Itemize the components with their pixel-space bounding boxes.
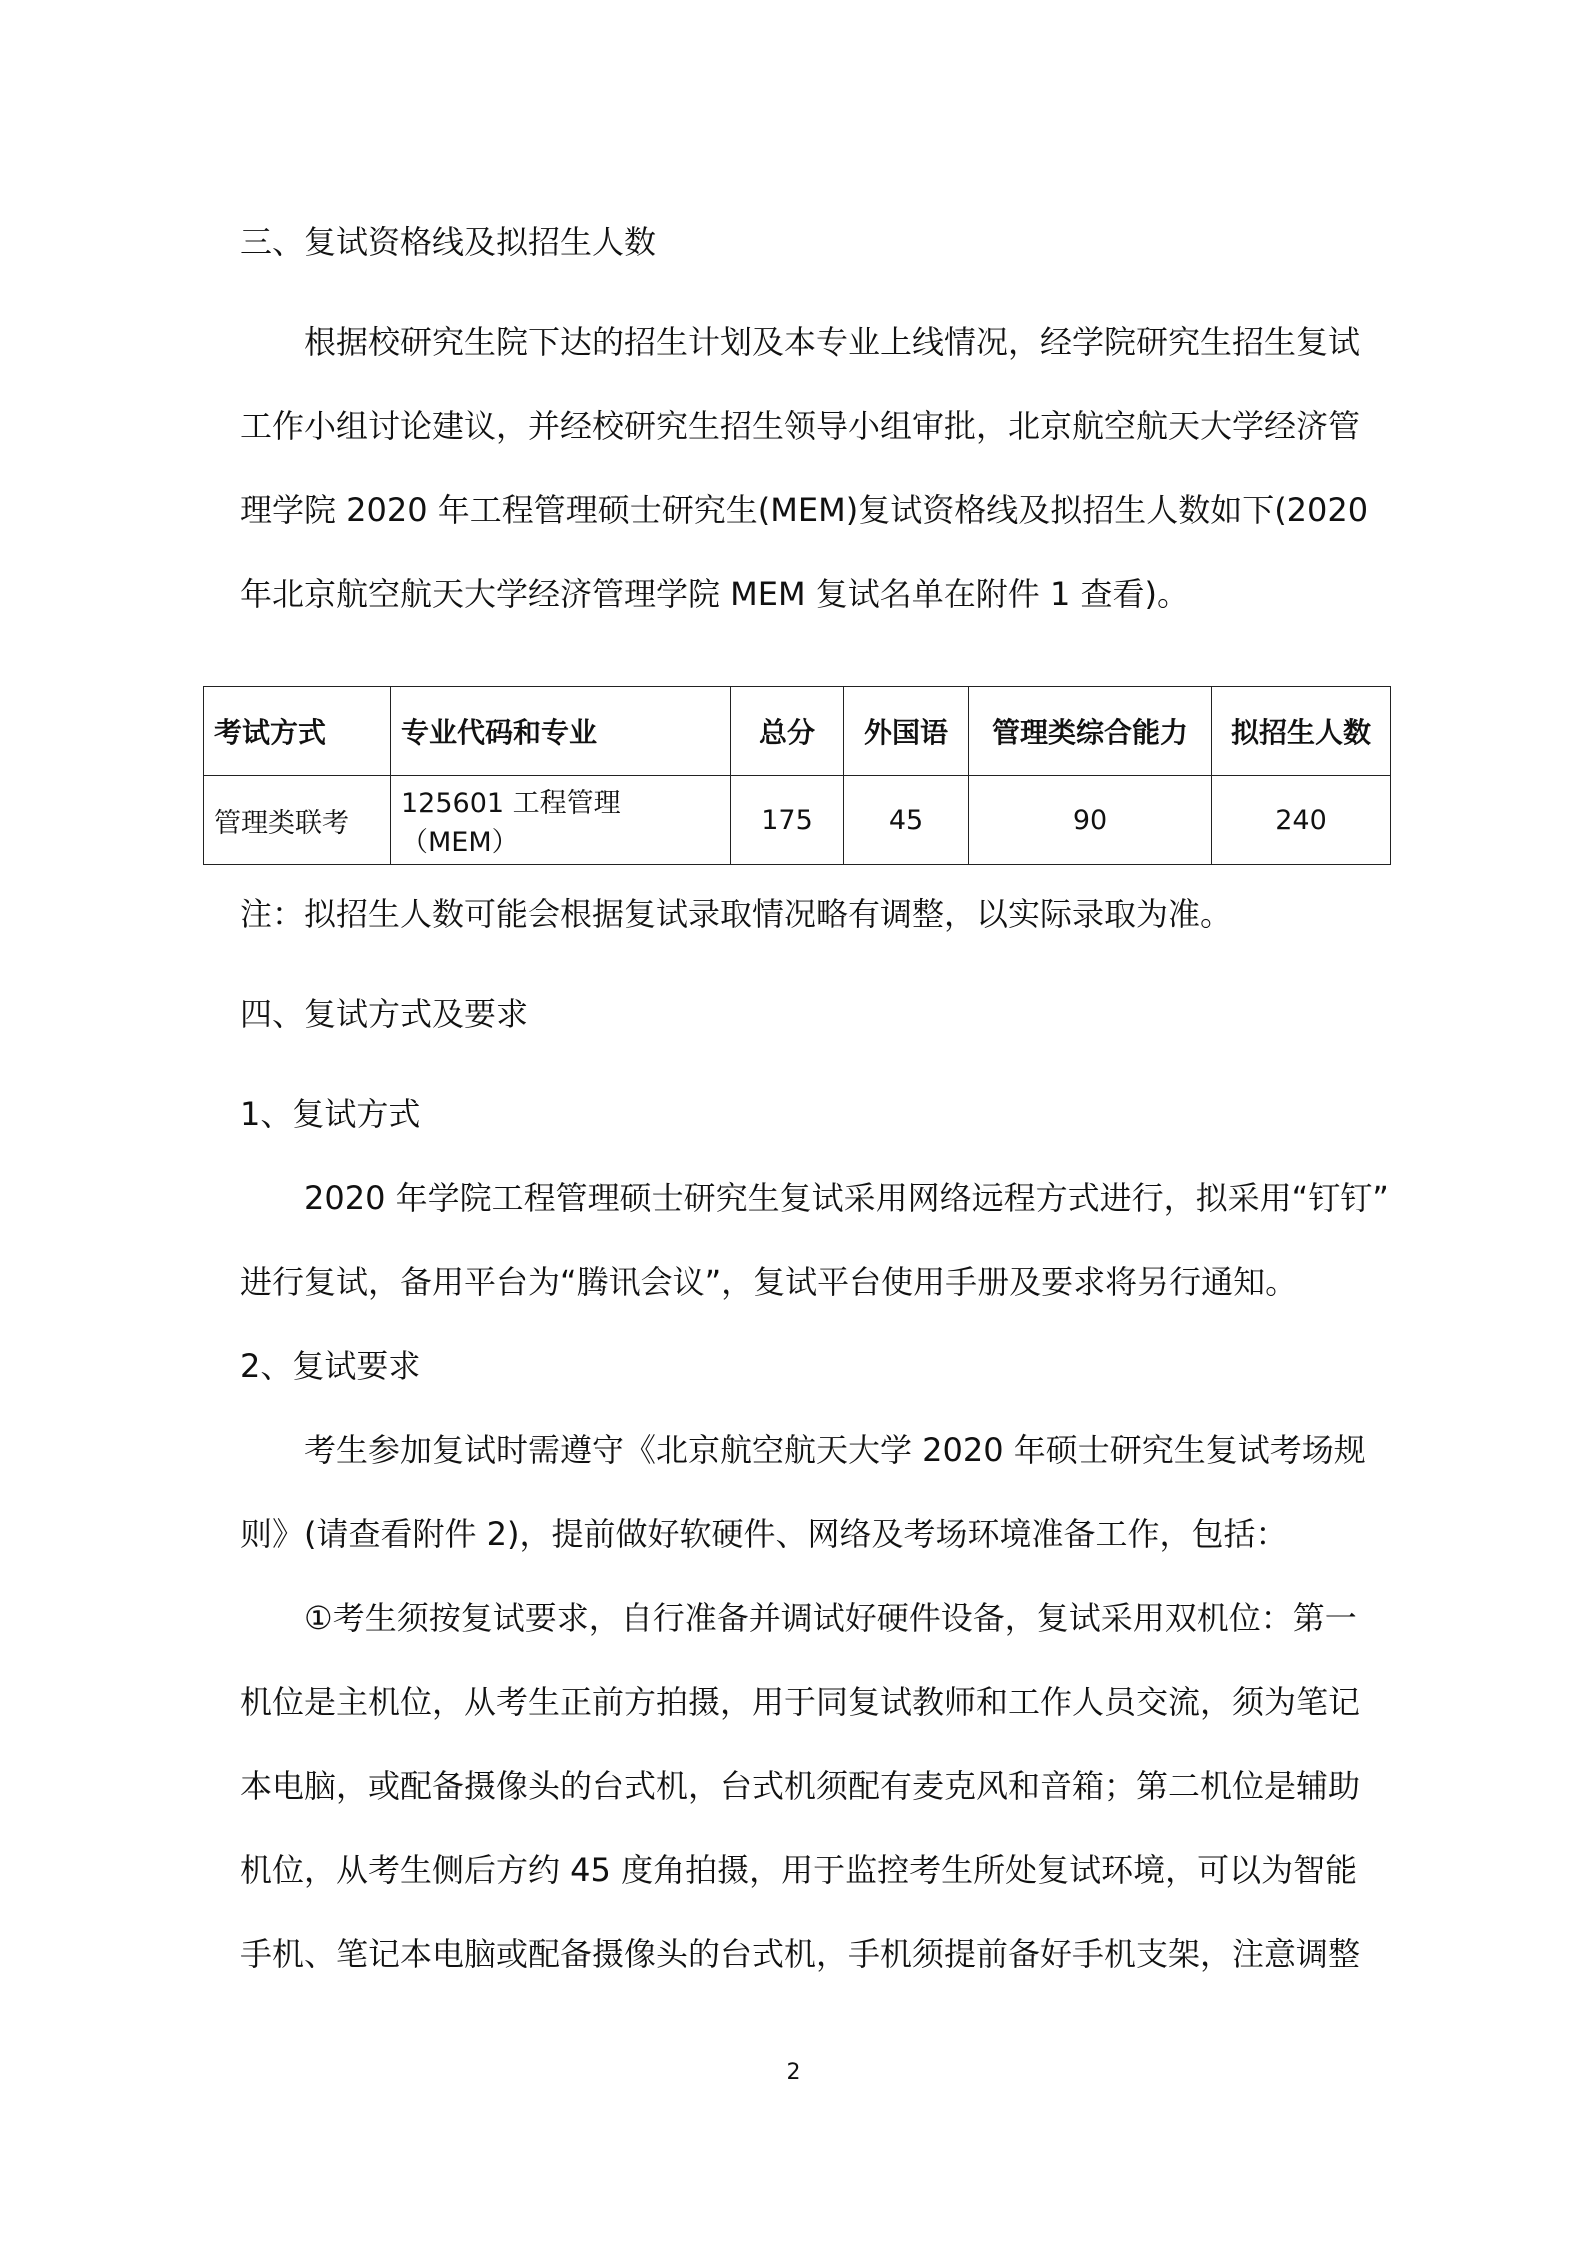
section-3-heading: 三、复试资格线及拟招生人数 [240, 223, 657, 261]
table-cell: 管理类联考 [204, 776, 391, 865]
paragraph-line: 机位是主机位，从考生正前方拍摄，用于同复试教师和工作人员交流，须为笔记 [240, 1683, 1361, 1721]
subsection-title: 2、复试要求 [240, 1347, 421, 1385]
table-header-row [204, 687, 1391, 776]
table-cell: 45 [844, 776, 969, 865]
score-table [203, 686, 1391, 865]
table-cell: 125601 工程管理（MEM） [391, 776, 731, 865]
table-header-cell: 拟招生人数 [1212, 687, 1391, 776]
paragraph-line: 机位，从考生侧后方约 45 度角拍摄，用于监控考生所处复试环境，可以为智能 [240, 1851, 1358, 1889]
paragraph-line: 2020 年学院工程管理硕士研究生复试采用网络远程方式进行，拟采用“钉钉” [304, 1179, 1389, 1217]
paragraph-line: 根据校研究生院下达的招生计划及本专业上线情况，经学院研究生招生复试 [304, 323, 1361, 361]
page-number: 2 [786, 2060, 801, 2085]
paragraph-line: 工作小组讨论建议，并经校研究生招生领导小组审批，北京航空航天大学经济管 [240, 407, 1361, 445]
paragraph-line: 理学院 2020 年工程管理硕士研究生(MEM)复试资格线及拟招生人数如下(2020 [240, 491, 1369, 529]
paragraph-line: 本电脑，或配备摄像头的台式机，台式机须配有麦克风和音箱；第二机位是辅助 [240, 1767, 1361, 1805]
paragraph-line: 年北京航空航天大学经济管理学院 MEM 复试名单在附件 1 查看)。 [240, 575, 1189, 613]
table-cell: 175 [731, 776, 844, 865]
subsection-title: 1、复试方式 [240, 1095, 421, 1133]
section-4 [240, 872, 1389, 1996]
section-4-heading: 四、复试方式及要求 [240, 995, 529, 1033]
table-cell: 90 [969, 776, 1212, 865]
paragraph-line: 则》(请查看附件 2)，提前做好软硬件、网络及考场环境准备工作，包括： [240, 1515, 1288, 1553]
table-header-cell: 考试方式 [204, 687, 391, 776]
paragraph-line: 手机、笔记本电脑或配备摄像头的台式机，手机须提前备好手机支架，注意调整 [240, 1935, 1361, 1973]
paragraph-line: ①考生须按复试要求，自行准备并调试好硬件设备，复试采用双机位：第一 [304, 1599, 1357, 1637]
table-cell: 240 [1212, 776, 1391, 865]
paragraph-line: 考生参加复试时需遵守《北京航空航天大学 2020 年硕士研究生复试考场规 [304, 1431, 1366, 1469]
table-header-cell: 外国语 [844, 687, 969, 776]
paragraph-line: 进行复试，备用平台为“腾讯会议”，复试平台使用手册及要求将另行通知。 [240, 1263, 1298, 1301]
table-header-cell: 管理类综合能力 [969, 687, 1212, 776]
table-row [204, 776, 1391, 865]
section-3 [240, 200, 1369, 636]
table-header-cell: 专业代码和专业 [391, 687, 731, 776]
table-note: 注：拟招生人数可能会根据复试录取情况略有调整，以实际录取为准。 [240, 895, 1233, 933]
table-header-cell: 总分 [731, 687, 844, 776]
